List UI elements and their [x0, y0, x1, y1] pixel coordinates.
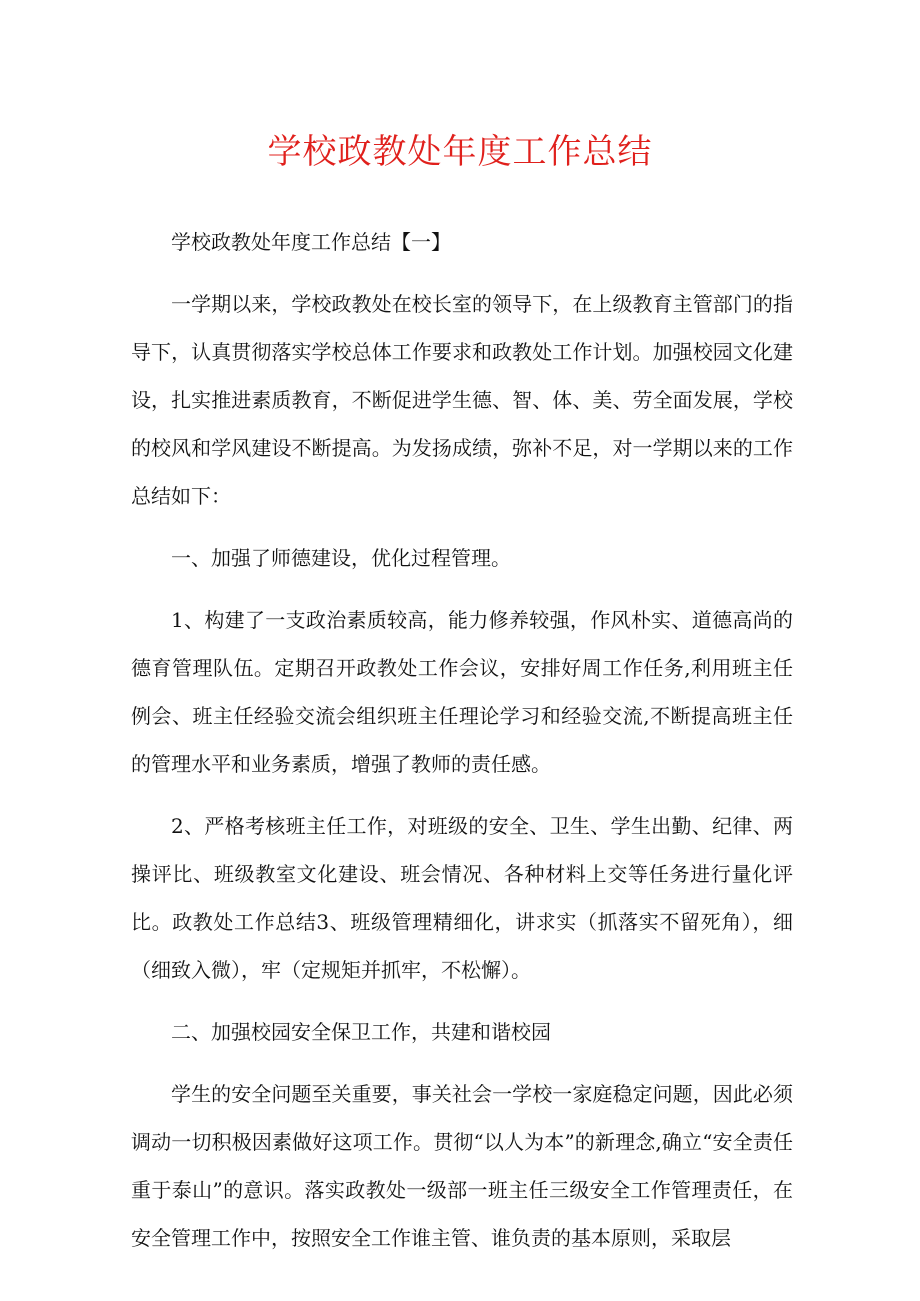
document-body	[131, 218, 793, 1262]
paragraph: 2、严格考核班主任工作，对班级的安全、卫生、学生出勤、纪律、两操评比、班级教室文化建设、班会情况、各种材料上交等任务进行量化评比。政教处工作总结3、班级管理精细化，讲求实（抓落实不留死角），细（细致入微），牢（定规矩并抓牢，不松懈）。	[131, 814, 793, 982]
section-heading: 二、加强校园安全保卫工作，共建和谐校园	[171, 1020, 551, 1044]
section-heading: 一、加强了师德建设，优化过程管理。	[171, 546, 511, 570]
paragraph: 一学期以来，学校政教处在校长室的领导下，在上级教育主管部门的指导下，认真贯彻落实学校总体工作要求和政教处工作计划。加强校园文化建设，扎实推进素质教育，不断促进学生德、智、体、美、劳全面发展，学校的校风和学风建设不断提高。为发扬成绩，弥补不足，对一学期以来的工作总结如下：	[131, 292, 793, 508]
paragraph: 学生的安全问题至关重要，事关社会一学校一家庭稳定问题，因此必须调动一切积极因素做好这项工作。贯彻“以人为本”的新理念,确立“安全责任重于泰山”的意识。落实政教处一级部一班主任三级安全工作管理责任，在安全管理工作中，按照安全工作谁主管、谁负责的基本原则，采取层	[131, 1082, 793, 1250]
section-heading: 学校政教处年度工作总结【一】	[171, 230, 451, 254]
document-title: 学校政教处年度工作总结	[267, 132, 653, 172]
paragraph: 1、构建了一支政治素质较高，能力修养较强，作风朴实、道德高尚的德育管理队伍。定期召开政教处工作会议，安排好周工作任务,利用班主任例会、班主任经验交流会组织班主任理论学习和经验交流,不断提高班主任的管理水平和业务素质，增强了教师的责任感。	[131, 608, 793, 776]
